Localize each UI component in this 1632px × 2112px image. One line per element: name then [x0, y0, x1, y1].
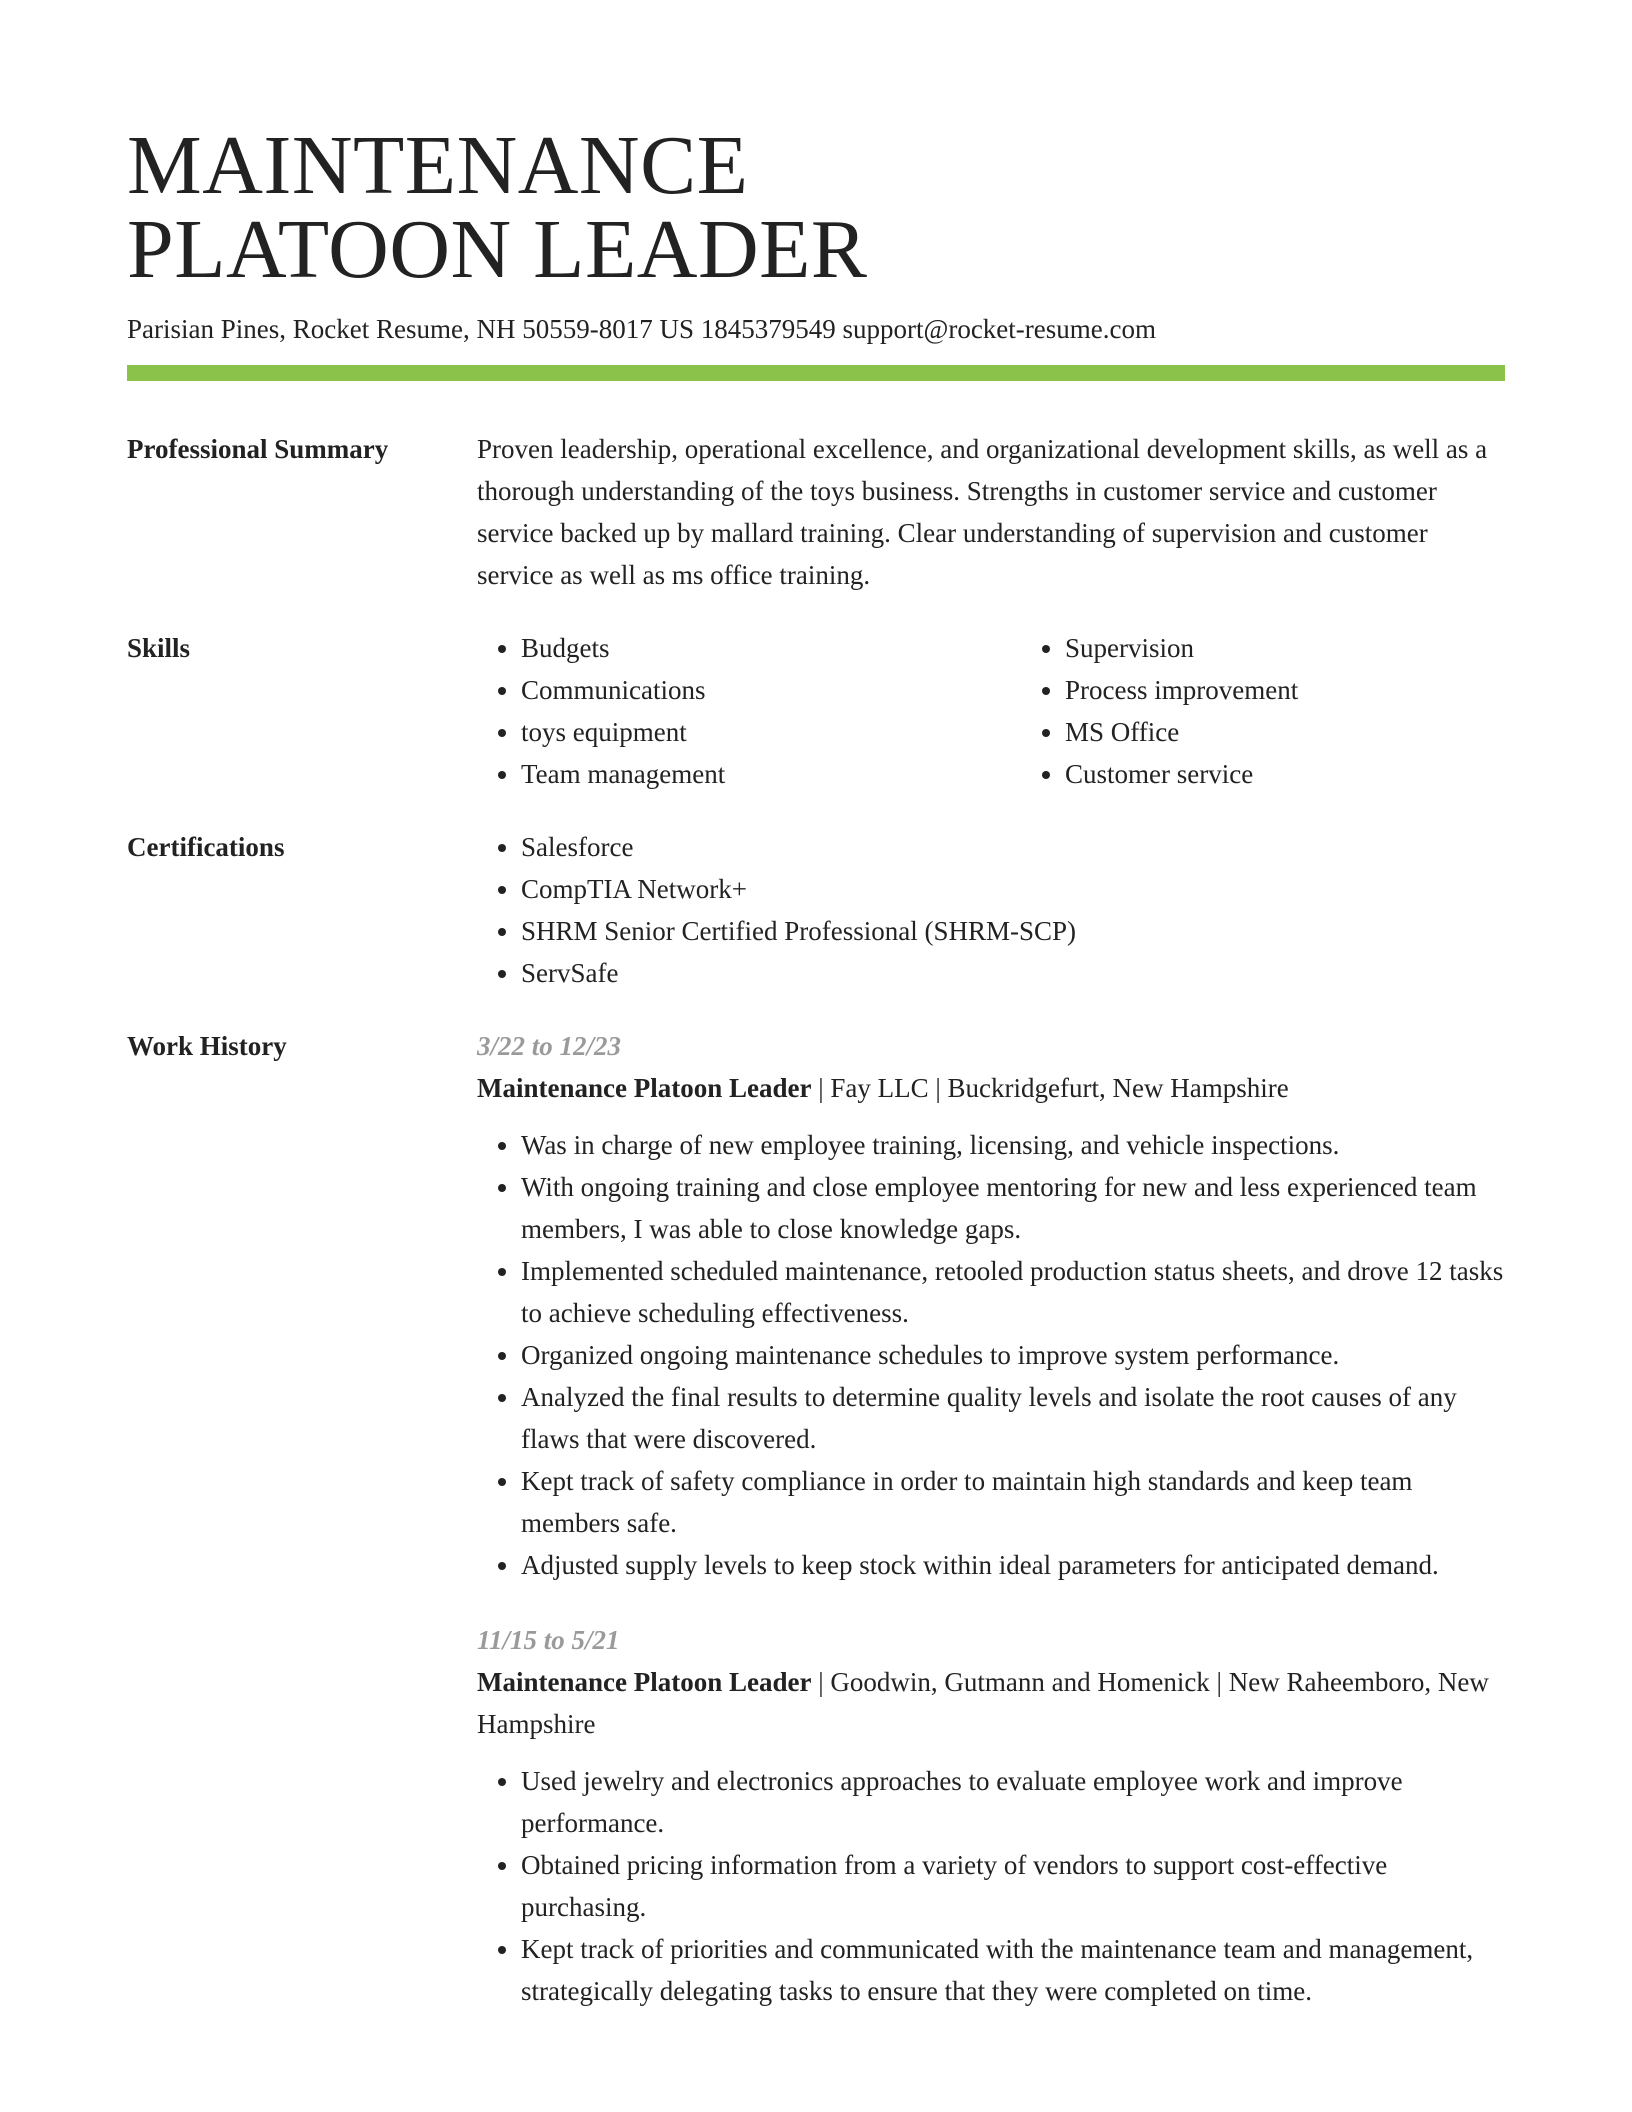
job-bullet: • Organized ongoing maintenance schedules to improve system performance.: [521, 1334, 1505, 1376]
skills-list: [477, 627, 1565, 795]
work-history-list: [477, 1025, 1505, 2012]
contact-info: Parisian Pines, Rocket Resume, NH 50559-8017 US 1845379549 support@rocket-resume.com: [127, 314, 1156, 344]
skills-label: Skills: [127, 633, 191, 663]
job-employer-location: | Fay LLC | Buckridgefurt, New Hampshire: [811, 1073, 1289, 1103]
job-heading: [477, 1067, 1505, 1109]
skill-item: • MS Office: [1065, 711, 1565, 753]
work-history-label: Work History: [127, 1031, 287, 1061]
job-bullets: [477, 1124, 1505, 1586]
skills-section: [127, 627, 1505, 795]
job-entry: [477, 1619, 1505, 2012]
certification-item: • Salesforce: [521, 826, 1505, 868]
job-bullet: • Used jewelry and electronics approaches to evaluate employee work and improve performance.: [521, 1760, 1505, 1844]
summary-section: [127, 428, 1505, 596]
job-employer-location: | Goodwin, Gutmann and Homenick | New Raheemboro, New Hampshire: [477, 1667, 1489, 1739]
job-bullet: • Obtained pricing information from a variety of vendors to support cost-effective purchasing.: [521, 1844, 1505, 1928]
certifications-section: [127, 826, 1505, 994]
certification-item: • ServSafe: [521, 952, 1505, 994]
skill-item: • Team management: [521, 753, 1021, 795]
name-line-1: MAINTENANCE: [127, 119, 749, 212]
certifications-items: [477, 826, 1505, 994]
job-bullet: • Implemented scheduled maintenance, retooled production status sheets, and drove 12 tasks to achieve scheduling effectiveness.: [521, 1250, 1505, 1334]
certification-item: • SHRM Senior Certified Professional (SHRM-SCP): [521, 910, 1505, 952]
skill-item: • Communications: [521, 669, 1021, 711]
job-title: Maintenance Platoon Leader: [477, 1667, 812, 1697]
job-bullet: • Kept track of safety compliance in order to maintain high standards and keep team members safe.: [521, 1460, 1505, 1544]
certifications-label: Certifications: [127, 832, 285, 862]
job-bullet: • Kept track of priorities and communicated with the maintenance team and management, strategically delegating tasks to ensure that they were completed on time.: [521, 1928, 1505, 2012]
skill-item: • Process improvement: [1065, 669, 1565, 711]
skills-column-1: [477, 627, 1021, 795]
resume-name: [127, 119, 1505, 296]
job-title: Maintenance Platoon Leader: [477, 1073, 812, 1103]
job-entry: [477, 1025, 1505, 1586]
job-bullet: • With ongoing training and close employee mentoring for new and less experienced team members, I was able to close knowledge gaps.: [521, 1166, 1505, 1250]
skill-item: • Customer service: [1065, 753, 1565, 795]
job-bullet: • Adjusted supply levels to keep stock within ideal parameters for anticipated demand.: [521, 1544, 1505, 1586]
certifications-list: [477, 826, 1505, 994]
name-line-2: PLATOON LEADER: [127, 203, 868, 296]
work-history-section: [127, 1025, 1505, 2012]
job-dates: 11/15 to 5/21: [477, 1625, 620, 1655]
job-bullet: • Was in charge of new employee training, licensing, and vehicle inspections.: [521, 1124, 1505, 1166]
summary-label: Professional Summary: [127, 434, 389, 464]
summary-text: Proven leadership, operational excellence, and organizational development skills, as well as a thorough understanding of the toys business. Strengths in customer service and customer service backed up by mallard training. Clear understanding of supervision and customer service as well as ms office training.: [477, 434, 1488, 590]
skill-item: • Supervision: [1065, 627, 1565, 669]
job-dates: 3/22 to 12/23: [477, 1031, 622, 1061]
job-heading: [477, 1661, 1505, 1745]
job-bullets: [477, 1760, 1505, 2012]
skills-column-2: [1021, 627, 1565, 795]
skill-item: • Budgets: [521, 627, 1021, 669]
job-bullet: • Analyzed the final results to determine quality levels and isolate the root causes of any flaws that were discovered.: [521, 1376, 1505, 1460]
header-divider: [127, 365, 1505, 381]
skill-item: • toys equipment: [521, 711, 1021, 753]
certification-item: • CompTIA Network+: [521, 868, 1505, 910]
